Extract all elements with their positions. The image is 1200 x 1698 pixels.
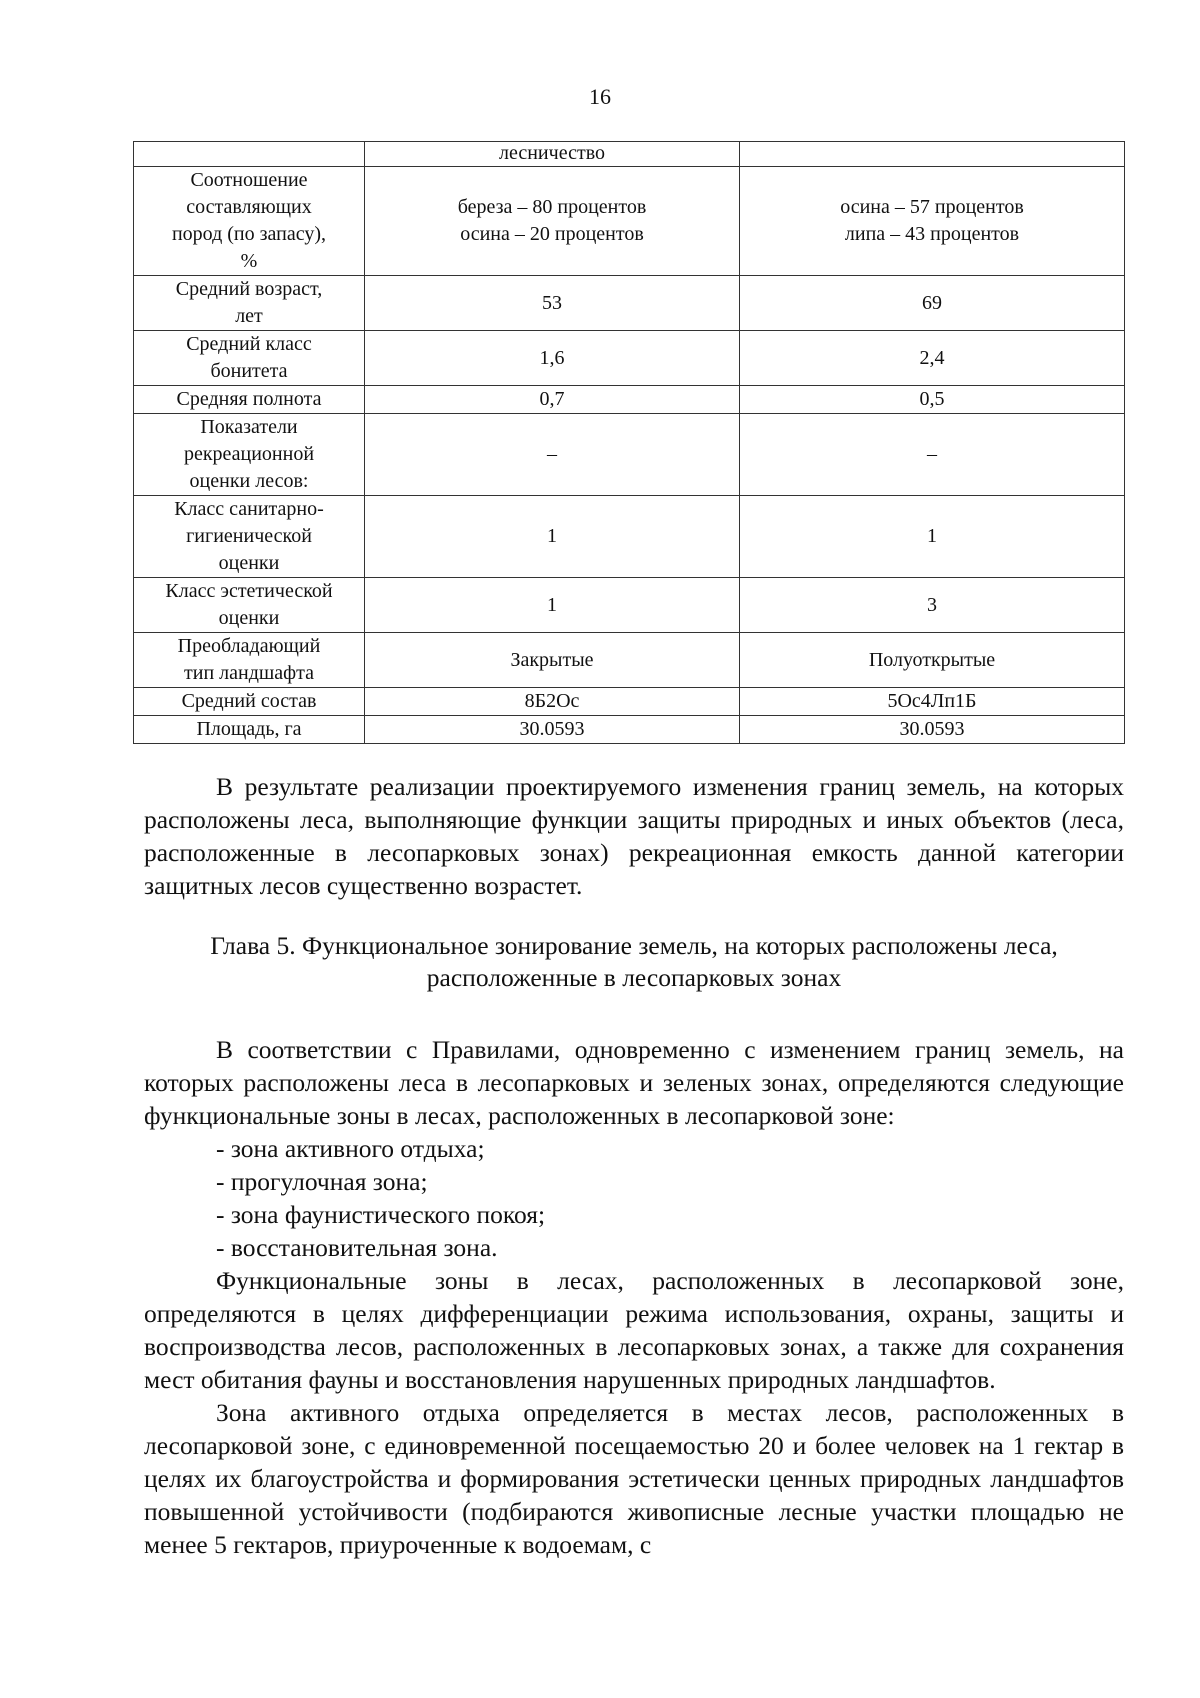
table-cell-row-label <box>134 386 365 414</box>
table-cell-row-label <box>134 496 365 578</box>
cell-text: % <box>240 250 258 272</box>
table-cell-value-col-1 <box>365 386 740 414</box>
chapter-heading-line-1: Глава 5. Функциональное зонирование земель, на которых расположены леса, <box>210 931 1058 960</box>
cell-text: Закрытые <box>510 648 594 671</box>
table-cell-value-col-2 <box>740 716 1125 744</box>
result-paragraph: В результате реализации проектируемого изменения границ земель, на которых расположены леса, выполняющие функции защиты природных и иных объектов (леса, расположенные в лесопарковых зонах) рекреационная емкость данной категории защитных лесов существенно возрастет. <box>144 772 1124 900</box>
table-cell-row-label <box>134 633 365 688</box>
cell-text: 1 <box>547 593 557 616</box>
cell-text: рекреационной <box>183 443 315 465</box>
table-row <box>134 688 1125 716</box>
cell-text: 1 <box>927 525 937 547</box>
table-row <box>134 633 1125 688</box>
table-row <box>134 414 1125 496</box>
table-row <box>134 331 1125 386</box>
table-row <box>134 167 1125 276</box>
table-cell-row-label <box>134 716 365 744</box>
page-number: 16 <box>589 84 611 109</box>
zone-list-item: - зона активного отдыха; <box>216 1134 485 1163</box>
cell-text: 5Ос4Лп1Б <box>887 690 977 712</box>
table-cell-value-col-1 <box>365 142 740 167</box>
table-cell-value-col-2 <box>740 386 1125 414</box>
cell-text: 30.0593 <box>899 718 965 740</box>
cell-text: пород (по запасу), <box>171 223 327 245</box>
table-cell-value-col-2 <box>740 142 1125 167</box>
cell-text: 3 <box>927 593 937 616</box>
cell-text: Показатели <box>200 416 298 438</box>
cell-text: осина – 20 процентов <box>460 223 644 245</box>
table-row <box>134 386 1125 414</box>
zoning-text-block <box>144 1033 1124 1561</box>
table-cell-value-col-1 <box>365 633 740 688</box>
table-row <box>134 276 1125 331</box>
cell-text: 2,4 <box>919 346 945 369</box>
table-cell-value-col-1 <box>365 331 740 386</box>
table-cell-value-col-2 <box>740 688 1125 716</box>
cell-text: – <box>547 443 557 465</box>
table-cell-row-label <box>134 142 365 167</box>
cell-text: Средняя полнота <box>176 388 322 410</box>
table-cell-value-col-1 <box>365 578 740 633</box>
cell-text: Полуоткрытые <box>868 648 996 671</box>
cell-text: Класс санитарно- <box>174 498 324 520</box>
zone-list-item: - прогулочная зона; <box>216 1167 428 1196</box>
table-cell-row-label <box>134 276 365 331</box>
forest-characteristics-table <box>133 141 1125 744</box>
rules-paragraph: В соответствии с Правилами, одновременно с изменением границ земель, на которых расположены леса в лесопарковых и зеленых зонах, определяются следующие функциональные зоны в лесах, расположенных в лесопарковой зоне: <box>144 1035 1124 1130</box>
cell-text: – <box>927 443 937 465</box>
table-cell-value-col-2 <box>740 276 1125 331</box>
cell-text: лет <box>235 305 263 327</box>
cell-text: Средний состав <box>181 690 317 712</box>
cell-text: 0,7 <box>539 388 565 410</box>
cell-text: осина – 57 процентов <box>840 196 1024 218</box>
cell-text: Площадь, га <box>196 718 302 740</box>
table-cell-value-col-2 <box>740 167 1125 276</box>
chapter-heading <box>144 930 1124 994</box>
table-row <box>134 716 1125 744</box>
table-cell-value-col-2 <box>740 496 1125 578</box>
cell-text: Средний возраст, <box>175 278 323 300</box>
table-cell-value-col-1 <box>365 716 740 744</box>
active-zone-paragraph: Зона активного отдыха определяется в местах лесов, расположенных в лесопарковой зоне, с единовременной посещаемостью 20 и более человек на 1 гектар в целях их благоустройства и формирования эстетически ценных природных ландшафтов повышенной устойчивости (подбираются живописные лесные участки площадью не менее 5 гектаров, приуроченные к водоемам, с <box>144 1398 1124 1559</box>
cell-text: 53 <box>542 291 562 314</box>
table-row <box>134 578 1125 633</box>
cell-text: 69 <box>922 291 942 314</box>
table-cell-row-label <box>134 414 365 496</box>
zone-list-item: - восстановительная зона. <box>216 1233 498 1262</box>
table-cell-value-col-1 <box>365 496 740 578</box>
cell-text: тип ландшафта <box>184 662 314 684</box>
table-cell-row-label <box>134 578 365 633</box>
cell-text: оценки <box>218 552 280 574</box>
cell-text: 1,6 <box>539 346 565 369</box>
cell-text: береза – 80 процентов <box>457 196 647 218</box>
cell-text: Класс эстетической <box>165 580 333 602</box>
cell-text: 8Б2Ос <box>524 690 580 712</box>
cell-text: липа – 43 процентов <box>844 223 1020 245</box>
cell-text: Соотношение <box>190 169 308 191</box>
table-cell-value-col-2 <box>740 633 1125 688</box>
cell-text: Средний класс <box>186 333 312 355</box>
cell-text: 1 <box>547 525 557 547</box>
cell-text: оценки <box>218 607 280 629</box>
table-cell-value-col-2 <box>740 331 1125 386</box>
table-cell-value-col-1 <box>365 167 740 276</box>
cell-text: гигиенической <box>186 525 312 547</box>
table-row <box>134 142 1125 167</box>
cell-text: бонитета <box>210 360 288 382</box>
table-cell-row-label <box>134 167 365 276</box>
cell-text: лесничество <box>499 142 605 164</box>
table-cell-value-col-1 <box>365 276 740 331</box>
cell-text: составляющих <box>186 196 312 218</box>
cell-text: 0,5 <box>919 388 945 410</box>
table-cell-row-label <box>134 331 365 386</box>
table-cell-value-col-2 <box>740 578 1125 633</box>
cell-text: 30.0593 <box>519 718 585 740</box>
table-cell-value-col-1 <box>365 688 740 716</box>
cell-text: Преобладающий <box>177 635 321 657</box>
table-cell-value-col-2 <box>740 414 1125 496</box>
chapter-heading-line-2: расположенные в лесопарковых зонах <box>426 963 842 992</box>
zone-list-item: - зона фаунистического покоя; <box>216 1200 546 1229</box>
result-paragraph-block <box>144 770 1124 902</box>
cell-text: оценки лесов: <box>189 470 309 492</box>
functional-zones-paragraph: Функциональные зоны в лесах, расположенных в лесопарковой зоне, определяются в целях дифференциации режима использования, охраны, защиты и воспроизводства лесов, расположенных в лесопарковых зонах, а также для сохранения мест обитания фауны и восстановления нарушенных природных ландшафтов. <box>144 1266 1124 1394</box>
table-cell-value-col-1 <box>365 414 740 496</box>
table-row <box>134 496 1125 578</box>
table-cell-row-label <box>134 688 365 716</box>
zones-list <box>144 1132 1124 1264</box>
